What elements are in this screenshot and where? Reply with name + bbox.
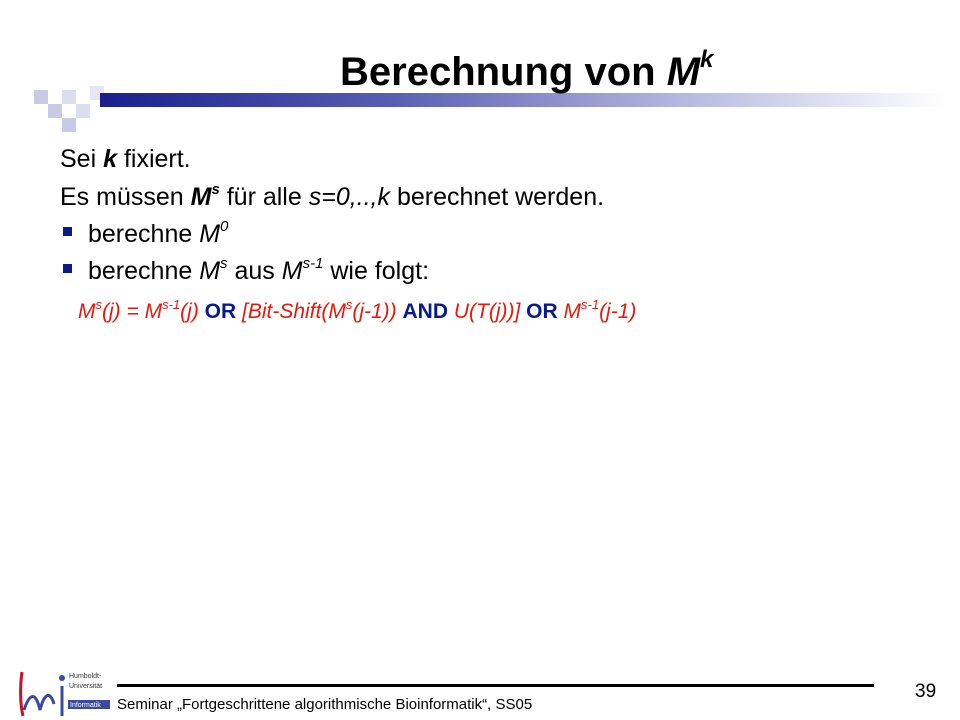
header-square-2 [48, 104, 62, 118]
logo-line-2: Universität [69, 683, 103, 690]
header-square-6 [62, 118, 76, 132]
slide-title: Berechnung von $M^k$ [340, 46, 714, 94]
bullet-item-1: berechne $M^0$ [88, 218, 229, 248]
header-square-4 [76, 104, 90, 118]
footer-text: Seminar „Fortgeschrittene algorithmische Bioinformatik“, SS05 [117, 696, 533, 713]
header-square-3 [62, 90, 76, 104]
recurrence-formula: $M^s(j) = M^{s-1}(j)$ OR [$Bit-Shift(M^s(j-1))$ AND U(T(j))] OR $M^{s-1}(j-1)$ [78, 297, 637, 323]
header-square-1 [34, 90, 48, 104]
logo-line-1: Humboldt- [69, 673, 102, 680]
page-number: 39 [915, 681, 937, 702]
bullet-marker-2 [63, 264, 72, 273]
bullet-item-2: berechne $M^s$ aus $M^{s-1}$ wie folgt: [88, 255, 430, 285]
text-line-2: Es müssen $M^s$ für alle s=0,..,k berechnet werden. [60, 181, 605, 211]
hu-informatik-logo [16, 664, 112, 720]
footer-divider [117, 684, 874, 687]
bullet-marker-1 [63, 227, 72, 236]
text-line-1: Sei k fixiert. [60, 145, 191, 173]
logo-line-3: Informatik [70, 702, 101, 709]
